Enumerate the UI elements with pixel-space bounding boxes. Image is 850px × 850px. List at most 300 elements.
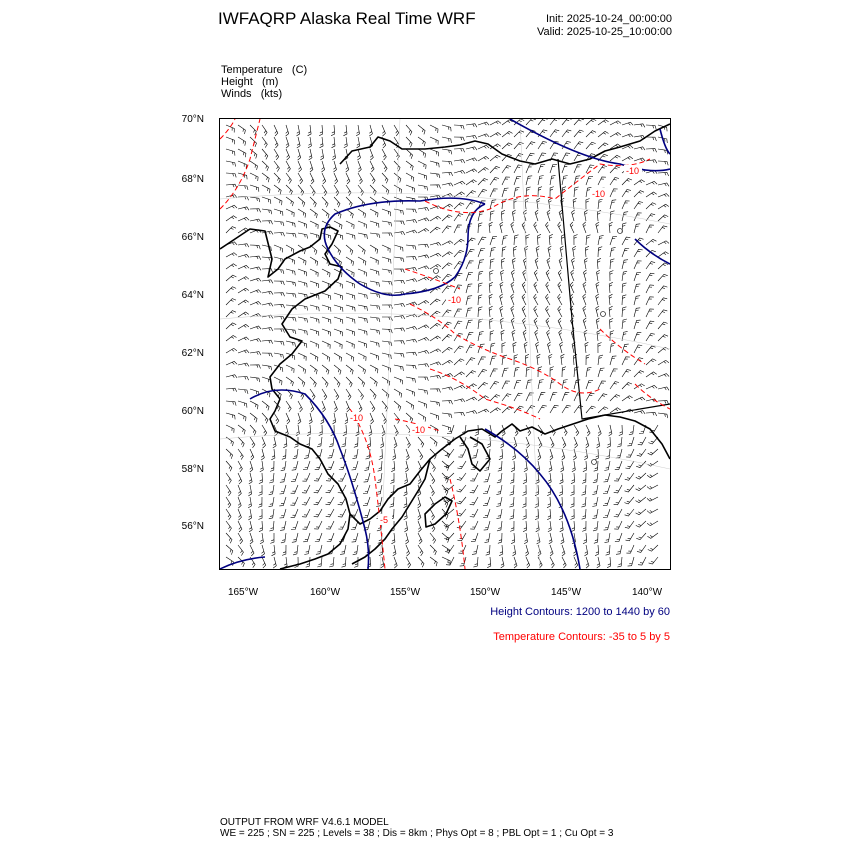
wind-barb — [636, 509, 646, 515]
wind-barb — [466, 261, 474, 269]
wind-barb — [490, 189, 498, 197]
wind-barb — [356, 425, 360, 436]
wind-barb — [560, 342, 563, 353]
wind-barb — [343, 425, 347, 436]
wind-barb — [473, 557, 478, 567]
wind-barb — [226, 401, 236, 406]
wind-barb — [523, 473, 527, 484]
wind-barb — [370, 317, 380, 322]
wind-barb — [604, 473, 611, 482]
wind-barb — [522, 497, 526, 508]
wind-barb — [250, 339, 261, 342]
wind-barb — [634, 191, 644, 197]
wind-barb — [286, 197, 293, 206]
wind-barb — [490, 270, 494, 281]
wind-barb — [550, 130, 559, 137]
wind-barb — [523, 318, 527, 329]
wind-barb — [316, 545, 322, 554]
wind-barb — [598, 131, 609, 137]
wind-barb — [570, 497, 574, 508]
wind-barb — [358, 293, 367, 299]
wind-barb — [658, 335, 668, 341]
wind-barb — [364, 461, 370, 471]
wind-barb — [646, 285, 654, 293]
wind-barb — [500, 294, 503, 305]
wind-barb — [584, 258, 587, 269]
wind-barb — [262, 291, 273, 294]
wind-barb — [510, 509, 514, 519]
wind-barb — [634, 124, 645, 128]
wind-barb — [658, 161, 668, 165]
wind-barb — [334, 365, 341, 375]
wind-barb — [489, 294, 493, 305]
wind-barb — [238, 300, 249, 305]
wind-barb — [382, 209, 391, 216]
wind-barb — [418, 229, 429, 234]
wind-barb — [510, 473, 514, 483]
wind-barb — [310, 209, 317, 218]
wind-barb — [610, 236, 617, 245]
wind-barb — [511, 461, 515, 472]
wind-barb — [547, 330, 550, 341]
wind-barb — [280, 509, 287, 518]
wind-barb — [322, 173, 326, 184]
wind-barb — [646, 385, 657, 389]
wind-barb — [370, 209, 378, 217]
wind-barb — [609, 294, 613, 305]
wind-barb — [430, 389, 441, 393]
wind-barb — [394, 161, 400, 171]
wind-barb — [502, 247, 506, 257]
wind-barb — [262, 401, 269, 410]
wind-barb — [418, 401, 427, 408]
wind-barb — [226, 227, 236, 233]
wind-barb — [370, 389, 376, 399]
wind-barb — [490, 133, 501, 138]
wind-barb — [302, 473, 310, 481]
wind-barb — [634, 358, 643, 365]
wind-barb — [511, 306, 514, 317]
wind-barb — [310, 317, 319, 323]
wind-barb — [498, 461, 502, 471]
wind-barb — [370, 257, 378, 265]
wind-barb — [597, 270, 600, 281]
wind-barb — [571, 509, 575, 520]
wind-barb — [382, 125, 385, 136]
wind-barb — [489, 282, 493, 293]
wind-barb — [392, 449, 395, 460]
wind-barb — [472, 545, 478, 554]
wind-barb — [226, 149, 235, 156]
wind-barb — [561, 533, 564, 544]
wind-barb — [610, 318, 614, 329]
wind-barb — [502, 343, 506, 354]
wind-barb — [274, 185, 281, 194]
wind-barb — [250, 256, 261, 260]
wind-barb — [586, 557, 589, 568]
wind-barb — [430, 149, 439, 156]
wind-barb — [370, 413, 374, 424]
wind-barb — [562, 130, 571, 137]
wind-barb — [406, 257, 417, 261]
wind-barb — [512, 545, 515, 556]
wind-barb — [525, 545, 528, 556]
wind-barb — [490, 236, 497, 245]
wind-barb — [526, 557, 530, 568]
wind-barb — [586, 131, 596, 137]
wind-barb — [537, 354, 541, 365]
wind-barb — [534, 318, 538, 329]
wind-barb — [358, 401, 362, 412]
wind-barb — [610, 121, 621, 125]
wind-barb — [274, 329, 285, 333]
wind-barb — [406, 401, 414, 410]
wind-barb — [625, 521, 634, 528]
wind-barb — [382, 305, 393, 309]
wind-barb — [346, 161, 349, 172]
wind-barb — [616, 449, 622, 458]
wind-barb — [326, 509, 334, 517]
wind-barb — [466, 169, 477, 173]
wind-barb — [490, 318, 494, 329]
wind-barb — [586, 380, 593, 389]
wind-barb — [430, 336, 441, 341]
wind-barb — [616, 545, 622, 554]
wind-barb — [538, 187, 542, 197]
wind-barb — [445, 449, 454, 456]
wind-barb — [658, 374, 669, 377]
wind-barb — [573, 198, 577, 209]
wind-barb — [353, 545, 358, 555]
wind-barb — [478, 249, 485, 258]
wind-barb — [418, 208, 429, 211]
wind-barb — [550, 393, 557, 402]
wind-barb — [658, 310, 667, 317]
wind-barb — [394, 557, 397, 568]
lon-label: 155°W — [389, 587, 421, 598]
wind-barb — [454, 285, 462, 293]
wind-barb — [583, 222, 586, 233]
wind-barb — [593, 521, 598, 531]
model-footer — [220, 817, 613, 839]
wind-barb — [470, 473, 478, 481]
wind-barb — [262, 257, 272, 262]
wind-barb — [478, 223, 482, 233]
wind-barb — [406, 161, 413, 170]
wind-barb — [483, 485, 490, 494]
wind-barb — [570, 222, 574, 233]
wind-barb — [377, 473, 382, 483]
wind-barb — [310, 185, 315, 196]
wind-barb — [560, 246, 563, 257]
wind-barb — [598, 355, 603, 365]
wind-barb — [226, 509, 231, 520]
wind-barb — [259, 521, 263, 532]
wind-barb — [346, 245, 353, 255]
wind-barb — [522, 282, 526, 293]
wind-barb — [226, 205, 237, 209]
wind-barb — [595, 545, 599, 556]
wind-barb — [574, 165, 582, 173]
wind-barb — [290, 497, 298, 505]
wind-barb — [538, 153, 546, 161]
wind-barb — [598, 394, 607, 401]
wind-barb — [250, 290, 261, 293]
wind-barb — [394, 389, 402, 398]
wind-barb — [238, 533, 243, 544]
wind-barb — [658, 322, 668, 329]
wind-barb — [418, 509, 421, 520]
wind-barb — [586, 176, 593, 185]
wind-barb — [310, 257, 318, 266]
wind-barb — [658, 183, 669, 186]
variable-winds: Winds (kts) — [221, 88, 283, 100]
wind-barb — [298, 257, 306, 265]
wind-barb — [548, 246, 551, 257]
wind-barb — [260, 461, 264, 472]
wind-barb — [511, 533, 515, 544]
wind-barb — [250, 161, 258, 170]
wind-barb — [370, 341, 379, 347]
wind-barb — [332, 149, 335, 160]
wind-barb — [596, 294, 599, 305]
wind-barb — [405, 533, 408, 544]
wind-barb — [442, 226, 451, 233]
wind-barb — [559, 330, 562, 341]
wind-barb — [381, 557, 384, 568]
run-times — [537, 13, 672, 39]
wind-barb — [298, 197, 305, 207]
wind-barb — [250, 185, 259, 192]
wind-barb — [634, 320, 641, 329]
wind-barb — [269, 485, 274, 495]
wind-barb — [596, 222, 599, 233]
wind-barb — [304, 545, 310, 555]
wind-barb — [442, 413, 452, 418]
wind-barb — [358, 341, 367, 348]
wind-barb — [370, 293, 380, 298]
wind-barb — [454, 346, 464, 353]
wind-barb — [597, 210, 601, 221]
wind-barb — [574, 437, 578, 448]
footer-model-line: OUTPUT FROM WRF V4.6.1 MODEL — [220, 817, 389, 828]
wind-barb — [487, 557, 491, 568]
wind-barb — [262, 269, 273, 273]
wind-barb — [622, 319, 627, 329]
wind-barb — [610, 211, 615, 221]
wind-barb — [404, 521, 407, 532]
wind-barb — [370, 197, 377, 206]
wind-barb — [478, 319, 483, 329]
wind-barb — [597, 258, 601, 269]
wind-barb — [370, 245, 378, 254]
wind-barb — [369, 125, 372, 136]
wind-barb — [466, 202, 475, 209]
wind-barb — [514, 393, 522, 401]
wind-barb — [502, 235, 508, 245]
wind-barb — [310, 377, 316, 387]
wind-barb — [524, 342, 527, 353]
wind-barb — [614, 485, 622, 493]
wind-barb — [454, 125, 464, 129]
temperature-contour-legend: Temperature Contours: -35 to 5 by 5 — [493, 631, 670, 643]
wind-barb — [615, 461, 622, 469]
wind-barb — [358, 209, 366, 218]
wind-barb — [537, 234, 541, 245]
wind-barb — [238, 509, 241, 520]
wind-barb — [526, 119, 536, 125]
wind-barb — [478, 283, 483, 293]
wind-barb — [538, 164, 545, 173]
wind-barb — [442, 347, 452, 353]
wind-barb — [283, 437, 287, 448]
wind-barb — [558, 282, 562, 293]
wind-barb — [226, 533, 232, 543]
wind-barb — [382, 413, 387, 424]
variable-height: Height (m) — [221, 76, 279, 88]
wind-barb — [226, 375, 237, 378]
wind-barb — [574, 142, 583, 149]
wind-barb — [549, 354, 553, 365]
wind-barb — [562, 176, 568, 186]
wind-barb — [270, 461, 274, 471]
wind-barb — [302, 485, 310, 493]
wind-barb — [472, 449, 478, 458]
wind-barb — [499, 449, 503, 460]
wind-barb — [238, 449, 243, 460]
wind-barb — [286, 269, 295, 275]
wind-barb — [609, 282, 613, 293]
wind-barb — [430, 485, 434, 496]
wind-barb — [572, 461, 575, 472]
wind-barb — [637, 449, 646, 456]
variable-list — [221, 64, 307, 100]
wind-barb — [226, 388, 237, 392]
wind-barb — [646, 262, 655, 269]
wind-barb — [430, 509, 435, 520]
lat-label: 58°N — [181, 464, 204, 475]
wind-barb — [320, 149, 323, 160]
wind-barb — [526, 165, 534, 173]
wind-barb — [646, 372, 657, 377]
wind-barb — [430, 413, 439, 420]
wind-barb — [338, 509, 346, 517]
wind-barb — [292, 461, 298, 470]
wind-barb — [598, 425, 601, 436]
wind-barb — [442, 161, 452, 165]
wind-barb — [369, 425, 372, 436]
wind-barb — [546, 222, 551, 233]
wind-barb — [636, 497, 647, 503]
wind-barb — [226, 311, 236, 317]
wind-barb — [457, 473, 466, 480]
wind-barb — [622, 357, 630, 365]
wind-barb — [406, 279, 417, 282]
wind-barb — [382, 257, 391, 264]
wind-barb — [512, 330, 515, 341]
wind-barb — [511, 282, 514, 293]
wind-barb — [418, 473, 421, 484]
wind-barb — [457, 485, 467, 492]
wind-barb — [471, 533, 478, 542]
wind-barb — [598, 199, 603, 209]
wind-barb — [250, 302, 261, 306]
wind-barb — [550, 175, 556, 185]
wind-barb — [622, 122, 633, 125]
wind-barb — [329, 437, 334, 447]
wind-barb — [442, 387, 453, 390]
wind-barb — [478, 396, 489, 401]
wind-barb — [490, 395, 500, 401]
wind-barb — [484, 473, 490, 482]
wind-barb — [280, 473, 286, 482]
wind-barb — [352, 461, 359, 470]
wind-barb — [406, 557, 411, 568]
wind-barb — [430, 323, 441, 329]
wind-barb — [549, 234, 553, 245]
wind-barb — [238, 207, 249, 210]
wind-barb — [490, 211, 494, 221]
wind-barb — [470, 497, 478, 505]
wind-barb — [250, 326, 261, 329]
wind-barb — [250, 365, 261, 369]
wind-barb — [238, 217, 249, 221]
wind-barb — [610, 189, 618, 197]
wind-barb — [310, 173, 314, 184]
wind-barb — [250, 209, 261, 213]
wind-barb-layer — [226, 119, 669, 568]
wind-barb — [622, 283, 627, 293]
wind-barb — [490, 382, 499, 390]
wind-barb — [226, 173, 236, 177]
wind-barb — [250, 197, 260, 202]
wind-barb — [334, 401, 337, 412]
wind-barb — [647, 521, 658, 526]
wind-barb — [298, 233, 308, 239]
wind-barb — [592, 497, 598, 507]
wind-barb — [308, 125, 312, 136]
wind-barb — [346, 317, 355, 324]
wind-barb — [496, 485, 502, 495]
wind-barb — [538, 449, 541, 460]
wind-barb — [514, 367, 519, 377]
wind-barb — [418, 377, 428, 381]
wind-barb — [226, 161, 236, 167]
wind-barb — [586, 393, 594, 401]
wind-barb — [280, 521, 286, 530]
wind-barb — [274, 281, 284, 285]
wind-barb — [646, 181, 657, 185]
wind-barb — [598, 166, 607, 173]
wind-barb — [658, 413, 668, 418]
wind-barb — [346, 173, 350, 184]
wind-barb — [274, 125, 278, 136]
wind-barb — [370, 377, 377, 386]
wind-barb — [322, 269, 330, 277]
wind-barb — [454, 239, 464, 245]
wind-barb — [478, 134, 489, 137]
wind-barb — [418, 161, 426, 169]
wind-barb — [442, 149, 452, 154]
wind-barb — [550, 119, 559, 125]
wind-barb — [358, 173, 362, 184]
wind-barb — [603, 485, 610, 494]
wind-barb — [310, 281, 319, 288]
wind-barb — [321, 161, 324, 172]
wind-barb — [501, 258, 505, 269]
wind-barb — [310, 353, 318, 361]
wind-barb — [382, 281, 392, 285]
